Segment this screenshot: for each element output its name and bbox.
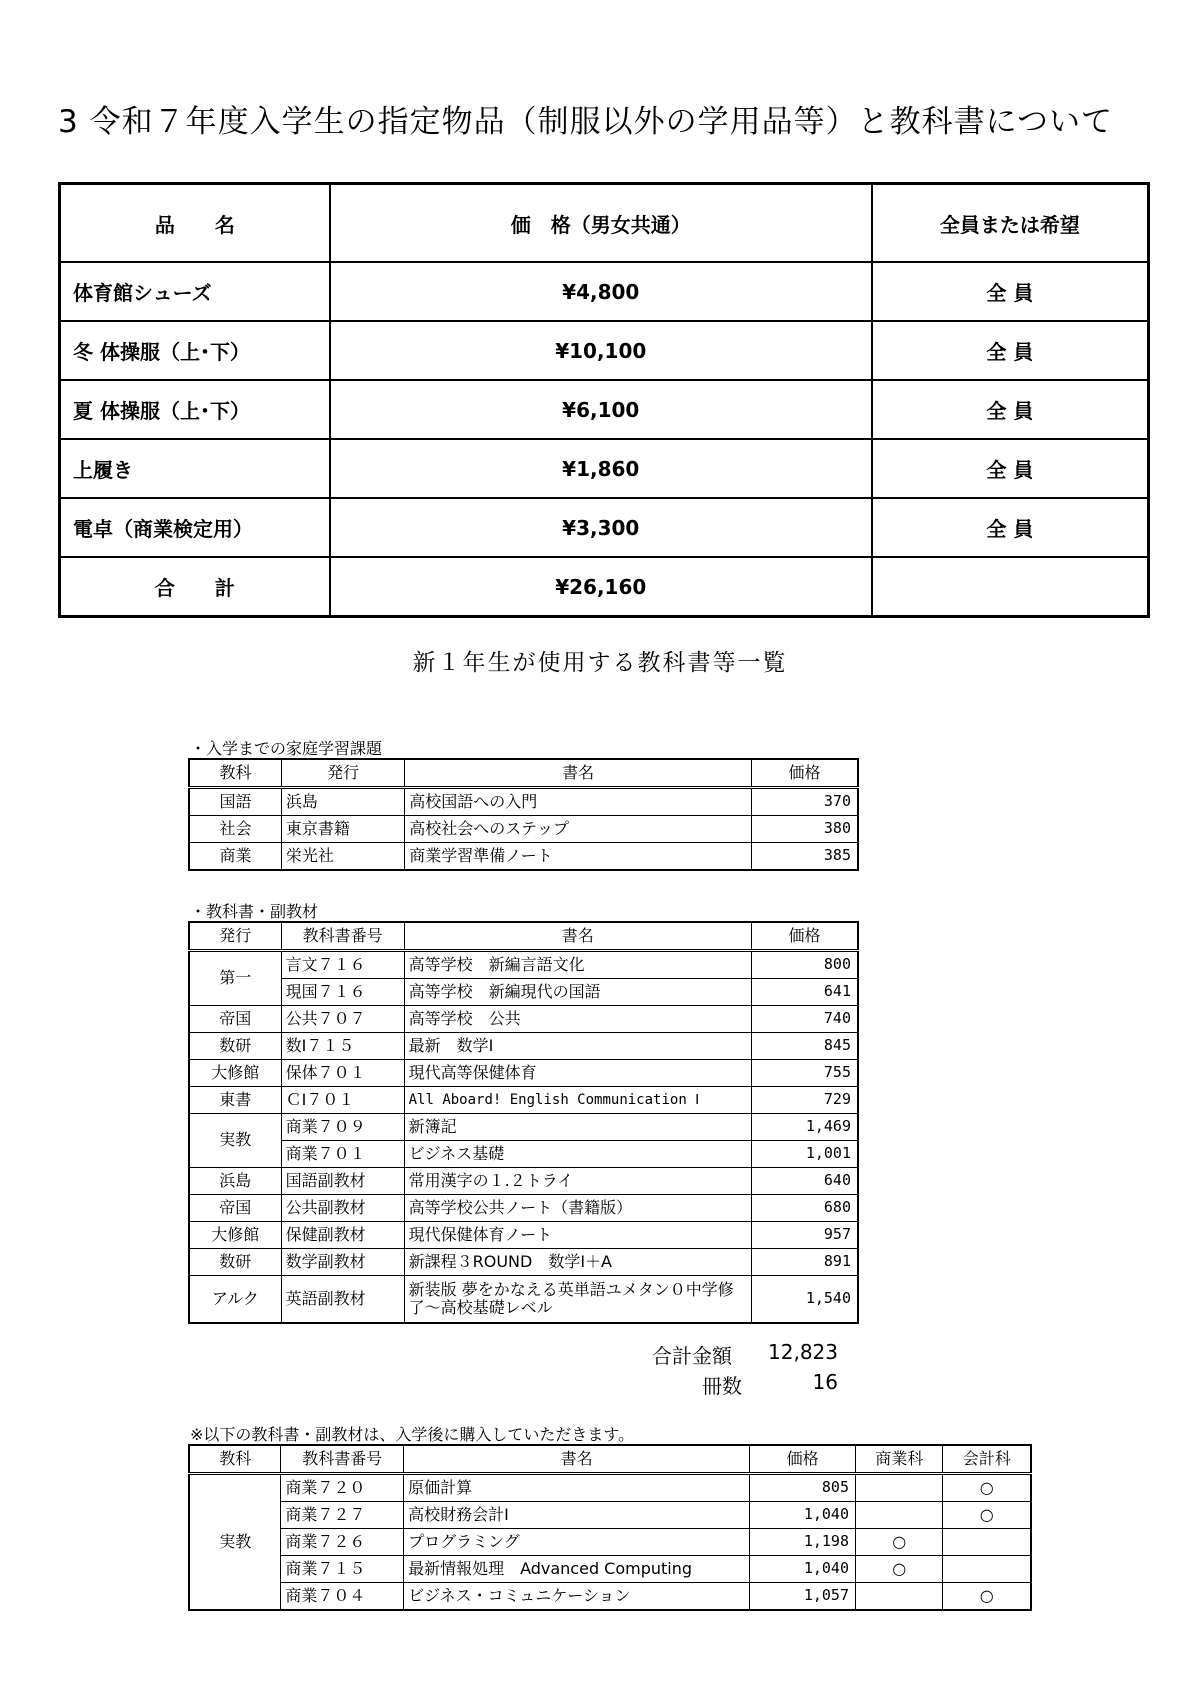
header-code: 教科書番号 bbox=[281, 1445, 404, 1474]
price-cell: 845 bbox=[751, 1033, 858, 1060]
publisher-cell: 東京書籍 bbox=[281, 816, 404, 843]
title-cell: 高等学校公共ノート（書籍版） bbox=[404, 1195, 751, 1222]
price-cell: 1,001 bbox=[751, 1141, 858, 1168]
code-cell: 保健副教材 bbox=[281, 1222, 404, 1249]
header-title: 書名 bbox=[404, 922, 751, 951]
commerce-mark: ○ bbox=[855, 1556, 942, 1583]
title-cell: 高校財務会計Ⅰ bbox=[404, 1502, 750, 1529]
textbooks-table bbox=[188, 921, 859, 1324]
item-required: 全 員 bbox=[872, 498, 1149, 557]
total-amount-value: 12,823 bbox=[768, 1340, 838, 1364]
header-subject: 教科 bbox=[189, 759, 281, 788]
price-cell: 1,469 bbox=[751, 1114, 858, 1141]
book-count-value: 16 bbox=[812, 1370, 838, 1394]
code-cell: 数Ⅰ７１５ bbox=[281, 1033, 404, 1060]
header-commerce-course: 商業科 bbox=[855, 1445, 942, 1474]
title-cell: 高校社会へのステップ bbox=[405, 816, 752, 843]
code-cell: 商業７０９ bbox=[281, 1114, 404, 1141]
item-price: ¥10,100 bbox=[330, 321, 872, 380]
table-row bbox=[189, 1060, 858, 1087]
header-price: 価格 bbox=[752, 759, 858, 788]
table-row bbox=[189, 1276, 858, 1324]
code-cell: 商業７２７ bbox=[281, 1502, 404, 1529]
title-cell: プログラミング bbox=[404, 1529, 750, 1556]
price-cell: 640 bbox=[751, 1168, 858, 1195]
item-name: 上履き bbox=[60, 439, 330, 498]
accounting-mark: ○ bbox=[943, 1502, 1031, 1529]
code-cell: 言文７１６ bbox=[281, 951, 404, 979]
item-name: 体育館シューズ bbox=[60, 262, 330, 321]
table-row bbox=[189, 1114, 858, 1141]
header-price: 価格 bbox=[750, 1445, 856, 1474]
table-row bbox=[189, 1249, 858, 1276]
accounting-mark bbox=[943, 1529, 1031, 1556]
publisher-cell: 栄光社 bbox=[281, 843, 404, 871]
table-row bbox=[60, 262, 1149, 321]
item-price: ¥3,300 bbox=[330, 498, 872, 557]
price-cell: 1,540 bbox=[751, 1276, 858, 1324]
code-cell: 商業７２６ bbox=[281, 1529, 404, 1556]
title-cell: 常用漢字の１.２トライ bbox=[404, 1168, 751, 1195]
page-title: 3 令和７年度入学生の指定物品（制服以外の学用品等）と教科書について bbox=[58, 104, 1113, 140]
price-cell: 891 bbox=[751, 1249, 858, 1276]
total-amount-label: 合計金額 bbox=[652, 1344, 732, 1368]
header-price: 価 格（男女共通） bbox=[330, 184, 872, 263]
price-cell: 370 bbox=[752, 788, 858, 816]
price-cell: 385 bbox=[752, 843, 858, 871]
code-cell: 商業７２０ bbox=[281, 1474, 404, 1502]
title-cell: ビジネス・コミュニケーション bbox=[404, 1583, 750, 1611]
price-cell: 1,040 bbox=[750, 1502, 856, 1529]
item-required: 全 員 bbox=[872, 380, 1149, 439]
total-required bbox=[872, 557, 1149, 617]
publisher-cell: アルク bbox=[189, 1276, 281, 1324]
publisher-cell: 大修館 bbox=[189, 1060, 281, 1087]
table-row bbox=[189, 951, 858, 979]
price-cell: 641 bbox=[751, 979, 858, 1006]
header-accounting-course: 会計科 bbox=[943, 1445, 1031, 1474]
publisher-cell: 数研 bbox=[189, 1033, 281, 1060]
code-cell: 現国７１６ bbox=[281, 979, 404, 1006]
item-required: 全 員 bbox=[872, 321, 1149, 380]
header-title: 書名 bbox=[404, 1445, 750, 1474]
title-cell: 高等学校 新編現代の国語 bbox=[404, 979, 751, 1006]
price-cell: 1,198 bbox=[750, 1529, 856, 1556]
table-row bbox=[60, 321, 1149, 380]
subject-cell: 社会 bbox=[189, 816, 281, 843]
price-cell: 740 bbox=[751, 1006, 858, 1033]
publisher-cell: 数研 bbox=[189, 1249, 281, 1276]
item-name: 冬 体操服（上･下） bbox=[60, 321, 330, 380]
title-cell: 原価計算 bbox=[404, 1474, 750, 1502]
table-row bbox=[189, 1222, 858, 1249]
publisher-cell: 浜島 bbox=[189, 1168, 281, 1195]
subject-cell: 商業 bbox=[189, 843, 281, 871]
price-cell: 1,057 bbox=[750, 1583, 856, 1611]
table-row bbox=[189, 1168, 858, 1195]
item-required: 全 員 bbox=[872, 439, 1149, 498]
price-cell: 800 bbox=[751, 951, 858, 979]
publisher-cell: 帝国 bbox=[189, 1006, 281, 1033]
publisher-cell: 浜島 bbox=[281, 788, 404, 816]
code-cell: 数学副教材 bbox=[281, 1249, 404, 1276]
header-code: 教科書番号 bbox=[281, 922, 404, 951]
header-subject: 教科 bbox=[189, 1445, 281, 1474]
table-row bbox=[189, 1529, 1031, 1556]
commerce-mark bbox=[855, 1583, 942, 1611]
item-name: 電卓（商業検定用） bbox=[60, 498, 330, 557]
title-cell: 新課程３ROUND 数学Ⅰ＋A bbox=[404, 1249, 751, 1276]
table-row bbox=[189, 843, 858, 871]
header-publisher: 発行 bbox=[189, 922, 281, 951]
table-row bbox=[189, 1006, 858, 1033]
designated-items-table bbox=[58, 182, 1150, 618]
table-row bbox=[189, 788, 858, 816]
title-cell: 新装版 夢をかなえる英単語ユメタン０中学修了～高校基礎レベル bbox=[404, 1276, 751, 1324]
table-row bbox=[189, 1556, 1031, 1583]
table-row bbox=[189, 1195, 858, 1222]
homework-label: ・入学までの家庭学習課題 bbox=[190, 739, 383, 758]
price-cell: 1,040 bbox=[750, 1556, 856, 1583]
commerce-mark bbox=[855, 1474, 942, 1502]
item-price: ¥1,860 bbox=[330, 439, 872, 498]
accounting-mark bbox=[943, 1556, 1031, 1583]
homework-table bbox=[188, 758, 859, 871]
publisher-cell: 帝国 bbox=[189, 1195, 281, 1222]
table-row bbox=[189, 1087, 858, 1114]
title-cell: 最新情報処理 Advanced Computing bbox=[404, 1556, 750, 1583]
total-row bbox=[60, 557, 1149, 617]
header-item-name: 品 名 bbox=[60, 184, 330, 263]
table-row bbox=[60, 439, 1149, 498]
item-price: ¥6,100 bbox=[330, 380, 872, 439]
table-row bbox=[189, 1583, 1031, 1611]
code-cell: 公共副教材 bbox=[281, 1195, 404, 1222]
table-row bbox=[189, 1474, 1031, 1502]
price-cell: 680 bbox=[751, 1195, 858, 1222]
publisher-cell: 実教 bbox=[189, 1114, 281, 1168]
item-price: ¥4,800 bbox=[330, 262, 872, 321]
price-cell: 729 bbox=[751, 1087, 858, 1114]
code-cell: 英語副教材 bbox=[281, 1276, 404, 1324]
table-row bbox=[189, 1502, 1031, 1529]
commerce-mark bbox=[855, 1502, 942, 1529]
total-price: ¥26,160 bbox=[330, 557, 872, 617]
title-cell: 現代高等保健体育 bbox=[404, 1060, 751, 1087]
price-cell: 755 bbox=[751, 1060, 858, 1087]
accounting-mark: ○ bbox=[943, 1583, 1031, 1611]
publisher-cell: 第一 bbox=[189, 951, 281, 1006]
price-cell: 957 bbox=[751, 1222, 858, 1249]
code-cell: 国語副教材 bbox=[281, 1168, 404, 1195]
subject-cell: 実教 bbox=[189, 1474, 281, 1611]
title-cell: 高校国語への入門 bbox=[405, 788, 752, 816]
title-cell: All Aboard! English Communication Ⅰ bbox=[404, 1087, 751, 1114]
title-cell: 高等学校 新編言語文化 bbox=[404, 951, 751, 979]
header-price: 価格 bbox=[751, 922, 858, 951]
code-cell: 商業７１５ bbox=[281, 1556, 404, 1583]
table-row bbox=[189, 1033, 858, 1060]
table-row bbox=[189, 1141, 858, 1168]
publisher-cell: 東書 bbox=[189, 1087, 281, 1114]
subject-cell: 国語 bbox=[189, 788, 281, 816]
commerce-mark: ○ bbox=[855, 1529, 942, 1556]
publisher-cell: 大修館 bbox=[189, 1222, 281, 1249]
code-cell: 公共７０７ bbox=[281, 1006, 404, 1033]
later-purchase-note: ※以下の教科書・副教材は、入学後に購入していただきます。 bbox=[190, 1425, 635, 1444]
code-cell: 商業７０４ bbox=[281, 1583, 404, 1611]
title-cell: 現代保健体育ノート bbox=[404, 1222, 751, 1249]
header-title: 書名 bbox=[405, 759, 752, 788]
code-cell: ＣⅠ７０１ bbox=[281, 1087, 404, 1114]
textbook-list-title: 新１年生が使用する教科書等一覧 bbox=[412, 650, 788, 676]
book-count-label: 冊数 bbox=[702, 1374, 742, 1398]
table-row bbox=[60, 380, 1149, 439]
later-purchase-table bbox=[188, 1444, 1032, 1611]
header-required: 全員または希望 bbox=[872, 184, 1149, 263]
table-row bbox=[189, 979, 858, 1006]
table-row bbox=[60, 498, 1149, 557]
code-cell: 保体７０１ bbox=[281, 1060, 404, 1087]
total-label: 合 計 bbox=[60, 557, 330, 617]
item-required: 全 員 bbox=[872, 262, 1149, 321]
price-cell: 380 bbox=[752, 816, 858, 843]
title-cell: 新簿記 bbox=[404, 1114, 751, 1141]
code-cell: 商業７０１ bbox=[281, 1141, 404, 1168]
accounting-mark: ○ bbox=[943, 1474, 1031, 1502]
price-cell: 805 bbox=[750, 1474, 856, 1502]
header-publisher: 発行 bbox=[281, 759, 404, 788]
title-cell: 最新 数学Ⅰ bbox=[404, 1033, 751, 1060]
title-cell: 商業学習準備ノート bbox=[405, 843, 752, 871]
table-row bbox=[189, 816, 858, 843]
item-name: 夏 体操服（上･下） bbox=[60, 380, 330, 439]
title-cell: ビジネス基礎 bbox=[404, 1141, 751, 1168]
textbooks-label: ・教科書・副教材 bbox=[190, 902, 319, 921]
title-cell: 高等学校 公共 bbox=[404, 1006, 751, 1033]
